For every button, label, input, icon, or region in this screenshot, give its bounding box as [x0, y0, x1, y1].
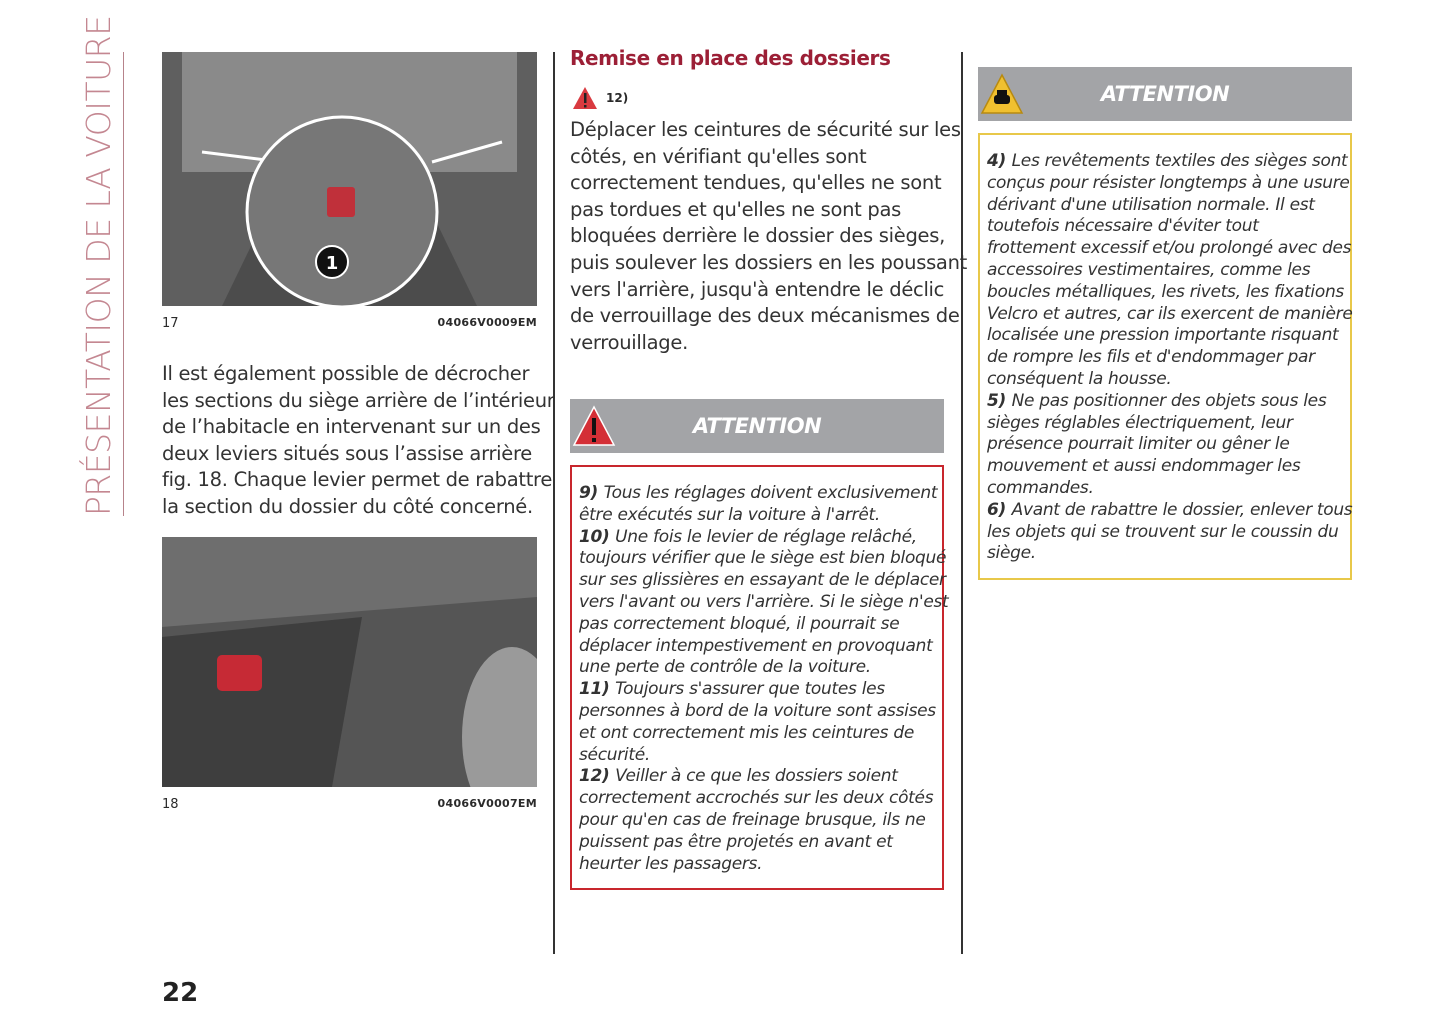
col1-paragraph: Il est également possible de décrocher les sections du siège arrière de l’intérieur de l’habitacle en intervenant sur un des deux leviers situés sous l’assise arrière fig. 18. Chaque levier permet de rabattre la section du dossier du côté concerné.	[162, 362, 555, 518]
warning-number: 4)	[987, 151, 1012, 171]
warning-line	[987, 347, 1350, 369]
warning-line	[579, 548, 947, 570]
warning-text: Veiller à ce que les dossiers soient	[615, 766, 898, 787]
warning-text: Les revêtements textiles des sièges sont	[1011, 151, 1348, 171]
warning-text: sur ses glissières en essayant de le déplacer	[579, 570, 946, 591]
warning-line	[579, 657, 942, 679]
warning-text: et ont correctement mis les ceintures de	[579, 722, 914, 743]
figure-18-caption	[162, 797, 537, 812]
warning-line	[579, 570, 946, 592]
warning-line	[579, 505, 942, 527]
warning-number: 11)	[579, 679, 616, 700]
warning-text: Ne pas positionner des objets sous les	[1011, 390, 1327, 411]
warning-line	[579, 723, 942, 745]
section-title: Remise en place des dossiers	[570, 46, 891, 70]
warning-text: localisée une pression importante risquant	[987, 325, 1339, 346]
figure-17-image	[162, 52, 537, 306]
warning-text: de rompre les fils et d'endommager par	[987, 347, 1315, 368]
figure-code: 04066V0007EM	[437, 797, 537, 810]
warning-line	[579, 810, 942, 832]
warning-line	[579, 745, 942, 767]
callout-number: 1	[325, 253, 339, 274]
warning-line	[987, 369, 1350, 391]
trunk-photo	[162, 52, 537, 306]
warning-line	[579, 788, 942, 810]
warning-text: mouvement et aussi endommager les	[987, 456, 1301, 477]
warning-ref-number: 12)	[606, 91, 629, 105]
warning-text: conséquent la housse.	[987, 368, 1172, 389]
warning-line	[987, 282, 1350, 304]
warning-text: une perte de contrôle de la voiture.	[579, 657, 871, 678]
warning-number: 6)	[987, 499, 1012, 520]
warning-line	[987, 413, 1350, 435]
warning-text: sécurité.	[579, 744, 650, 765]
warning-text: pas correctement bloqué, il pourrait se	[579, 613, 900, 634]
side-title-text: PRÉSENTATION DE LA VOITURE	[79, 15, 118, 516]
warning-line	[579, 679, 942, 701]
attention-label: ATTENTION	[1100, 82, 1230, 106]
warning-triangle-icon	[572, 405, 616, 449]
warning-text: pour qu'en cas de freinage brusque, ils ne	[579, 809, 926, 830]
warning-line	[987, 499, 1353, 522]
warning-line	[987, 522, 1350, 544]
attention-box-yellow	[978, 133, 1352, 580]
warning-text: dérivant d'une utilisation normale. Il est	[987, 194, 1315, 215]
warning-text: frottement excessif et/ou prolongé avec des	[987, 238, 1352, 259]
warning-text: déplacer intempestivement en provoquant	[579, 635, 933, 656]
warning-line	[987, 238, 1350, 260]
warning-text: Tous les réglages doivent exclusivement	[603, 483, 938, 503]
figure-number: 17	[162, 316, 179, 331]
warning-number: 5)	[987, 390, 1012, 411]
warning-line	[987, 216, 1350, 238]
warning-line	[987, 173, 1350, 195]
warning-text: sièges réglables électriquement, leur	[987, 412, 1293, 433]
warning-text: commandes.	[987, 477, 1094, 498]
warning-text: siège.	[987, 543, 1036, 564]
warning-line	[579, 591, 949, 614]
warning-text: présence pourrait limiter ou gêner le	[987, 434, 1290, 455]
warning-number: 9)	[579, 483, 604, 503]
warning-line	[579, 854, 942, 876]
warning-text: Toujours s'assurer que toutes les	[615, 679, 885, 700]
attention-label: ATTENTION	[692, 414, 822, 438]
warning-text: vers l'avant ou vers l'arrière. Si le siège n'est	[579, 591, 949, 612]
page-number: 22	[162, 978, 199, 1008]
warning-line	[987, 151, 1350, 173]
warning-text: personnes à bord de la voiture sont assises	[579, 700, 936, 721]
figure-code: 04066V0009EM	[437, 316, 537, 329]
seat-lever-photo	[162, 537, 537, 787]
attention-header-red	[570, 399, 944, 453]
figure-number: 18	[162, 797, 179, 812]
warning-line	[579, 483, 942, 505]
warning-text: Avant de rabattre le dossier, enlever tous	[1011, 499, 1353, 520]
warning-text: puissent pas être projetés en avant et	[579, 831, 893, 852]
warning-text: boucles métalliques, les rivets, les fixations	[987, 281, 1344, 302]
warning-line	[579, 614, 942, 636]
warning-line	[579, 636, 942, 658]
warning-line	[987, 325, 1350, 347]
figure-17-caption	[162, 316, 537, 331]
warning-text: toujours vérifier que le siège est bien bloqué	[579, 548, 947, 569]
warning-text: accessoires vestimentaires, comme les	[987, 259, 1311, 280]
side-section-title	[79, 15, 124, 516]
warning-line	[987, 478, 1350, 500]
warning-line	[987, 195, 1350, 217]
warning-line	[987, 456, 1350, 478]
warning-text: heurter les passagers.	[579, 853, 763, 874]
warning-text: Velcro et autres, car ils exercent de manière	[987, 303, 1353, 324]
warning-text: correctement accrochés sur les deux côtés	[579, 788, 934, 809]
warning-reference	[572, 86, 628, 110]
warning-line	[579, 832, 942, 854]
warning-line	[987, 434, 1350, 456]
warning-text: les objets qui se trouvent sur le coussin du	[987, 521, 1339, 542]
warning-number: 12)	[579, 766, 616, 787]
warning-line	[579, 527, 942, 549]
warning-number: 10)	[579, 526, 616, 547]
car-skid-warning-icon	[980, 73, 1024, 117]
warning-text: toutefois nécessaire d'éviter tout	[987, 216, 1259, 237]
warning-line	[579, 701, 942, 723]
warning-line	[987, 303, 1353, 326]
warning-line	[987, 260, 1350, 282]
warning-line	[987, 543, 1350, 565]
warning-text: conçus pour résister longtemps à une usure	[987, 172, 1350, 193]
warning-text: Une fois le levier de réglage relâché,	[615, 526, 917, 547]
warning-line	[579, 766, 942, 788]
col2-paragraph: Déplacer les ceintures de sécurité sur les côtés, en vérifiant qu'elles sont correctement tendues, qu'elles ne sont pas tordues et qu'elles ne sont pas bloquées derrière le dossier des sièges, puis soulever les dossiers en les poussant vers l'arrière, jusqu'à entendre le déclic de verrouillage des deux mécanismes de verrouillage.	[570, 118, 967, 354]
warning-text: être exécutés sur la voiture à l'arrêt.	[579, 504, 880, 525]
attention-box-red	[570, 465, 949, 890]
warning-line	[987, 391, 1350, 413]
attention-header-yellow	[978, 67, 1352, 121]
warning-triangle-icon	[572, 86, 598, 110]
figure-18-image	[162, 537, 537, 787]
